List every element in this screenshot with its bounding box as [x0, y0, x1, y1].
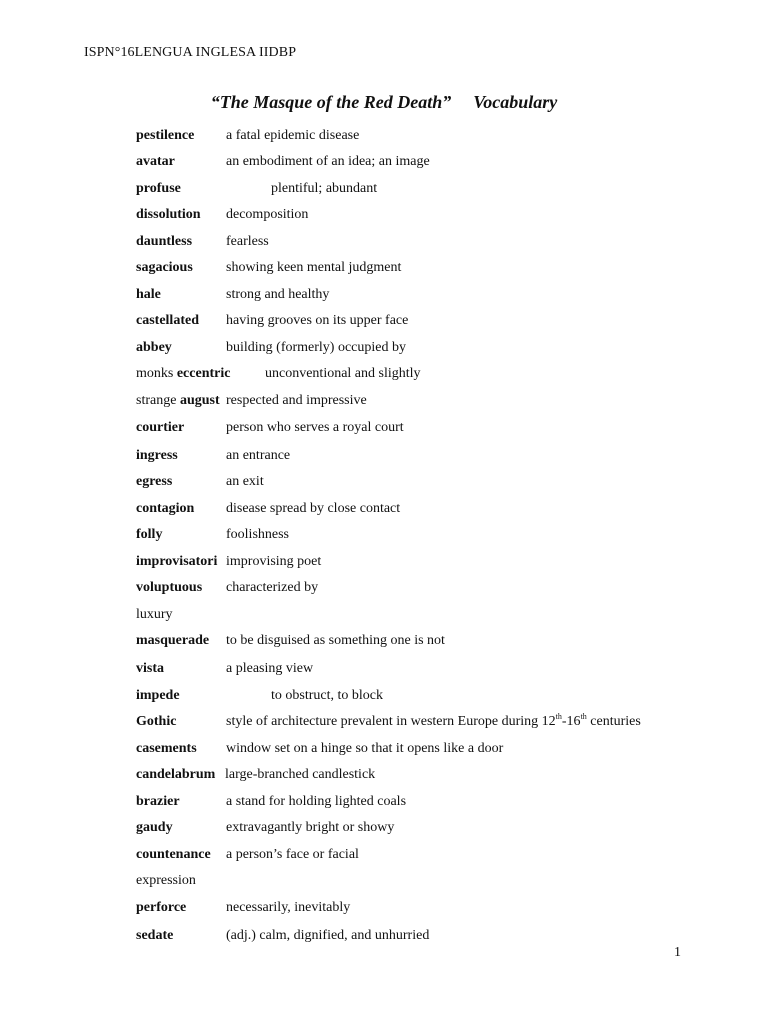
vocab-definition: unconventional and slightly — [265, 366, 421, 381]
vocab-term: courtier — [136, 420, 185, 435]
title-sub: Vocabulary — [473, 92, 558, 112]
vocab-term: profuse — [136, 181, 181, 196]
page-number: 1 — [674, 945, 681, 960]
vocab-definition: fearless — [226, 234, 269, 249]
vocab-term: Gothic — [136, 714, 177, 729]
vocab-term: dauntless — [136, 234, 193, 249]
vocab-entry — [136, 554, 322, 570]
vocab-definition: having grooves on its upper face — [226, 313, 409, 328]
vocab-entry — [136, 366, 421, 382]
vocab-definition: to obstruct, to block — [271, 688, 383, 703]
page-header: ISPN°16LENGUA INGLESA IIDBP — [84, 45, 297, 60]
vocab-definition: building (formerly) occupied by — [226, 340, 407, 355]
vocab-definition: a pleasing view — [226, 661, 314, 676]
vocab-definition: strong and healthy — [226, 287, 330, 302]
vocab-term: vista — [136, 661, 164, 676]
vocab-term: contagion — [136, 501, 195, 516]
vocab-term: brazier — [136, 794, 180, 809]
vocab-term: august — [179, 393, 220, 408]
carryover-word: monks — [136, 366, 177, 381]
vocab-definition: window set on a hinge so that it opens like a door — [226, 741, 504, 756]
vocab-entry — [136, 900, 351, 916]
vocab-definition: a stand for holding lighted coals — [226, 794, 407, 809]
vocab-term: castellated — [136, 313, 199, 328]
vocab-entry — [136, 928, 430, 944]
vocab-definition: (adj.) calm, dignified, and unhurried — [226, 928, 430, 943]
vocab-definition: showing keen mental judgment — [226, 260, 402, 275]
vocab-definition: characterized by — [226, 580, 319, 595]
definition-text: -16 — [561, 714, 581, 729]
vocab-term: countenance — [136, 847, 211, 862]
vocab-definition: large-branched candlestick — [225, 767, 376, 782]
vocab-definition: improvising poet — [226, 554, 322, 569]
vocab-term: sagacious — [136, 260, 193, 275]
vocab-entry — [136, 260, 402, 276]
vocab-term: casements — [136, 741, 197, 756]
vocab-term: gaudy — [136, 820, 173, 835]
definition-text: centuries — [586, 714, 641, 729]
vocab-entry — [136, 340, 407, 356]
vocab-definition: respected and impressive — [226, 393, 367, 408]
vocab-definition: a fatal epidemic disease — [226, 128, 360, 143]
vocab-entry — [136, 181, 378, 197]
vocab-entry — [136, 154, 430, 170]
vocab-term: hale — [136, 287, 161, 302]
vocab-definition: extravagantly bright or showy — [226, 820, 395, 835]
vocab-term: egress — [136, 474, 173, 489]
vocab-entry — [136, 474, 264, 490]
carryover-word: strange — [136, 393, 180, 408]
vocab-entry — [136, 420, 404, 436]
vocab-term: masquerade — [136, 633, 210, 648]
continuation-line — [136, 607, 173, 623]
vocab-definition: an embodiment of an idea; an image — [226, 154, 430, 169]
vocab-term: candelabrum — [136, 767, 216, 782]
vocab-entry — [136, 234, 269, 250]
vocab-entry — [136, 688, 383, 704]
vocab-entry — [136, 847, 359, 863]
document-title — [0, 92, 768, 113]
vocab-entry — [136, 527, 289, 543]
vocab-term: folly — [136, 527, 163, 542]
definition-text: style of architecture prevalent in western Europe during 12 — [226, 714, 556, 729]
vocab-entry — [136, 767, 376, 783]
vocab-definition: disease spread by close contact — [226, 501, 401, 516]
vocab-entry — [136, 393, 367, 409]
vocab-entry — [136, 580, 319, 596]
vocab-entry — [136, 633, 445, 649]
vocab-definition — [226, 714, 641, 730]
vocab-term: impede — [136, 688, 180, 703]
vocab-entry — [136, 794, 407, 810]
superscript: th — [580, 712, 587, 721]
vocab-term: sedate — [136, 928, 174, 943]
vocab-definition: person who serves a royal court — [226, 420, 404, 435]
vocab-term: dissolution — [136, 207, 201, 222]
vocab-term: eccentric — [176, 366, 231, 381]
vocab-term: abbey — [136, 340, 172, 355]
vocab-term: ingress — [136, 448, 178, 463]
vocab-definition: decomposition — [226, 207, 309, 222]
continuation-text: expression — [136, 873, 196, 888]
continuation-line — [136, 873, 196, 889]
vocab-definition: foolishness — [226, 527, 289, 542]
vocab-term: pestilence — [136, 128, 195, 143]
vocab-definition: to be disguised as something one is not — [226, 633, 445, 648]
vocab-definition: an exit — [226, 474, 264, 489]
superscript: th — [555, 712, 562, 721]
vocab-term: voluptuous — [136, 580, 203, 595]
continuation-text: luxury — [136, 607, 173, 622]
vocab-entry — [136, 820, 395, 836]
vocab-entry — [136, 313, 409, 329]
vocab-definition: a person’s face or facial — [226, 847, 359, 862]
vocab-entry — [136, 501, 401, 517]
vocab-definition: necessarily, inevitably — [226, 900, 351, 915]
vocab-definition: plentiful; abundant — [271, 181, 378, 196]
vocab-entry — [136, 287, 330, 303]
vocab-entry — [136, 712, 641, 730]
vocab-entry — [136, 448, 291, 464]
vocab-term: perforce — [136, 900, 187, 915]
vocab-entry — [136, 128, 360, 144]
vocab-term: improvisatori — [136, 554, 218, 569]
title-main: “The Masque of the Red Death” — [210, 92, 452, 112]
vocab-entry — [136, 741, 504, 757]
vocab-term: avatar — [136, 154, 175, 169]
vocab-definition: an entrance — [226, 448, 291, 463]
vocab-entry — [136, 661, 314, 677]
vocab-entry — [136, 207, 309, 223]
